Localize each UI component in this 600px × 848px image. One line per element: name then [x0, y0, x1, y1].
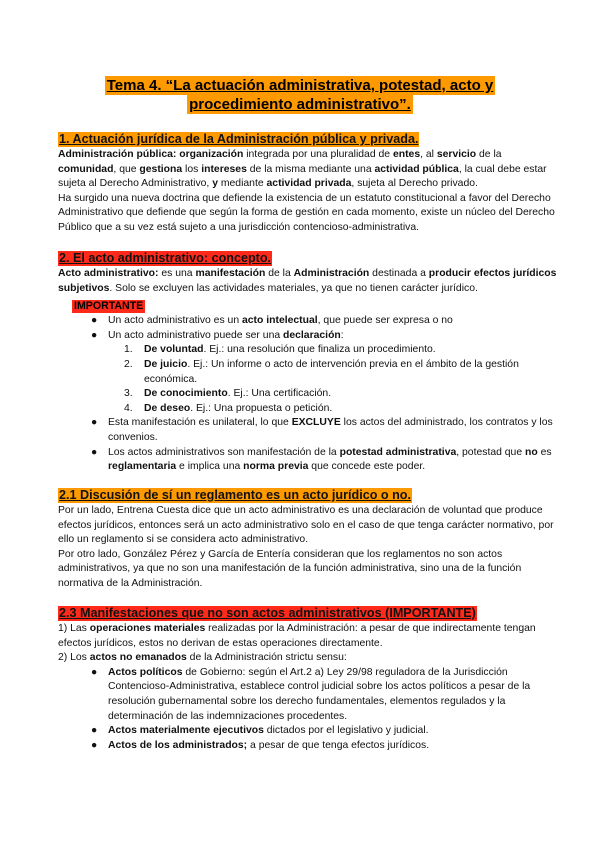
text-bold: Actos materialmente ejecutivos	[108, 725, 264, 737]
text-bold: De conocimiento	[144, 388, 228, 400]
text-bold: no	[525, 446, 538, 458]
list-item	[58, 314, 560, 329]
text: , que puede ser expresa o no	[317, 315, 453, 327]
text: los actos del administrado, los contratos y los convenios.	[108, 417, 553, 443]
text-bold: De voluntad	[144, 344, 204, 356]
section-2-3-paragraph-2	[58, 651, 560, 666]
text-bold: De deseo	[144, 402, 191, 414]
list-item	[58, 329, 560, 417]
text: . Ej.: una resolución que finaliza un procedimiento.	[203, 344, 436, 356]
text-bold: Administración	[293, 268, 370, 279]
text-bold: acto intelectual	[242, 315, 318, 327]
section-2-1-heading: 2.1 Discusión de sí un reglamento es un acto jurídico o no.	[59, 488, 411, 502]
text-bold: servicio	[436, 149, 477, 160]
section-1-paragraph-1	[58, 148, 560, 192]
text: dictados por el legislativo y judicial.	[263, 725, 429, 737]
section-1-paragraph-2: Ha surgido una nueva doctrina que defiende la existencia de un estatuto constitucional a favor del Derecho Administrativo que defiende que según la forma de gestión en cada momento, existe un núcleo del Derecho Público que a su vez está sujeto a una jurisdicción contencioso-administrativa.	[58, 192, 555, 233]
section-1	[58, 130, 560, 236]
text: 2) Los	[58, 652, 90, 664]
section-2-heading: 2. El acto administrativo: concepto.	[59, 251, 272, 265]
text-bold: Acto administrativo:	[58, 268, 159, 279]
section-1-heading: 1. Actuación jurídica de la Administración pública y privada.	[59, 132, 419, 146]
text: 1) Las	[58, 623, 90, 634]
text: . Solo se excluyen las actividades materiales, ya que no tienen carácter jurídico.	[109, 282, 478, 294]
section-2-3-heading: 2.3 Manifestaciones que no son actos administrativos (IMPORTANTE)	[59, 606, 476, 620]
text: Los actos administrativos son manifestación de la	[108, 446, 340, 458]
text: de la	[265, 268, 294, 279]
text-bold: potestad administrativa	[339, 446, 457, 458]
list-item	[58, 416, 560, 445]
text: de la	[476, 149, 502, 160]
text: :	[340, 329, 344, 341]
text: , sujeta al Derecho privado.	[351, 178, 478, 190]
text: destinada a	[369, 268, 429, 279]
text: es una	[158, 268, 196, 279]
text: los	[182, 163, 202, 175]
text-bold: manifestación	[195, 268, 266, 279]
text-bold: comunidad	[58, 163, 114, 175]
text: . Ej.: Una propuesta o petición.	[190, 402, 333, 414]
list-number: 4.	[124, 402, 133, 414]
list-item	[58, 358, 560, 387]
section-2-3-paragraph-1	[58, 622, 560, 651]
list-item	[58, 402, 560, 417]
title-line-2: procedimiento administrativo”.	[189, 96, 411, 113]
list-item	[58, 724, 560, 739]
document-title	[58, 0, 542, 114]
section-2-1-paragraph-2: Por otro lado, González Pérez y García de Entería consideran que los reglamentos no son actos administrativos, ya que no son una manifestación de la función administrativa, sino una de la función normativa de la Administración.	[58, 548, 522, 589]
bullet-icon: ●	[91, 739, 98, 751]
list-item	[58, 739, 560, 754]
list-item	[58, 387, 560, 402]
bullet-icon: ●	[91, 417, 98, 429]
list-number: 1.	[124, 344, 133, 356]
bullet-icon: ●	[91, 446, 98, 458]
text: de la Administración strictu sensu:	[186, 652, 347, 664]
text-bold: declaración	[283, 329, 341, 341]
text-bold: Actos políticos	[108, 666, 183, 678]
section-2-1	[58, 486, 560, 592]
title-line-1: Tema 4. “La actuación administrativa, potestad, acto y	[106, 77, 494, 94]
section-2-paragraph-1	[58, 267, 560, 296]
text-bold: norma previa	[243, 461, 309, 473]
text: a pesar de que tenga efectos jurídicos.	[247, 739, 430, 751]
section-2-3	[58, 604, 560, 753]
text: mediante	[217, 178, 267, 190]
text-bold: gestiona	[139, 163, 183, 175]
important-badge: IMPORTANTE	[74, 300, 144, 313]
text: es	[537, 446, 552, 458]
text-bold: Actos de los administrados;	[108, 739, 248, 751]
text-bold: intereses	[201, 163, 247, 175]
text-bold: reglamentaria	[108, 461, 177, 473]
text: Esta manifestación es unilateral, lo que	[108, 417, 292, 429]
text: de Gobierno: según el Art.2 a) Ley 29/98 reguladora de la Jurisdicción Contencioso-Administrativa, establece control judicial sobre los actos políticos a pesar de la resolución gubernamental sobre los derecho fundamentales, elementos regulados y la determinación de las indemnizaciones procedentes.	[108, 666, 531, 722]
list-item	[58, 343, 560, 358]
text-bold: entes	[392, 149, 421, 160]
text: que concede este poder.	[308, 461, 426, 473]
list-item	[58, 666, 560, 724]
bullet-icon: ●	[91, 315, 98, 327]
text: , potestad que	[456, 446, 525, 458]
bullet-icon: ●	[91, 725, 98, 737]
declaration-types-list	[58, 343, 560, 416]
section-2-1-paragraph-1: Por un lado, Entrena Cuesta dice que un acto administrativo es una declaración de voluntad que produce efectos jurídicos, entonces será un acto administrativo solo en el caso de que tenga carácter normativo, por ello un reglamento si se considera acto administrativo.	[58, 505, 554, 546]
bullet-icon: ●	[91, 329, 98, 341]
list-number: 3.	[124, 388, 133, 400]
section-2	[58, 249, 560, 475]
text: . Ej.: Un informe o acto de intervención previa en el ámbito de la gestión económica.	[144, 358, 519, 385]
text: Un acto administrativo es un	[108, 315, 242, 327]
text-bold: EXCLUYE	[291, 417, 341, 429]
text: e implica una	[176, 461, 244, 473]
text: , la cual debe estar sujeta al Derecho Administrativo,	[58, 163, 547, 190]
text-bold: producir efectos jurídicos subjetivos	[58, 268, 557, 294]
concept-bullet-list	[58, 314, 560, 475]
text: , al	[420, 149, 437, 160]
text-bold: actos no emanados	[89, 652, 187, 664]
text-bold: De juicio	[144, 358, 188, 370]
text-bold: actividad pública	[374, 163, 459, 175]
text: . Ej.: Una certificación.	[227, 388, 332, 400]
text: realizadas por la Administración: a pesar de que indirectamente tengan efectos jurídicos, estos no derivan de estas operaciones directamente.	[58, 623, 536, 649]
text: Un acto administrativo puede ser una	[108, 329, 284, 341]
list-item	[58, 446, 560, 475]
text-bold: operaciones materiales	[89, 623, 206, 634]
text-bold: y	[212, 178, 218, 190]
text: integrada por una pluralidad de	[243, 149, 393, 160]
non-acts-list	[58, 666, 560, 754]
text-bold: actividad privada	[266, 178, 352, 190]
list-number: 2.	[124, 358, 133, 370]
text-bold: Administración pública: organización	[58, 149, 244, 160]
text: , que	[113, 163, 140, 175]
bullet-icon: ●	[91, 666, 98, 678]
text: de la misma mediante una	[246, 163, 375, 175]
